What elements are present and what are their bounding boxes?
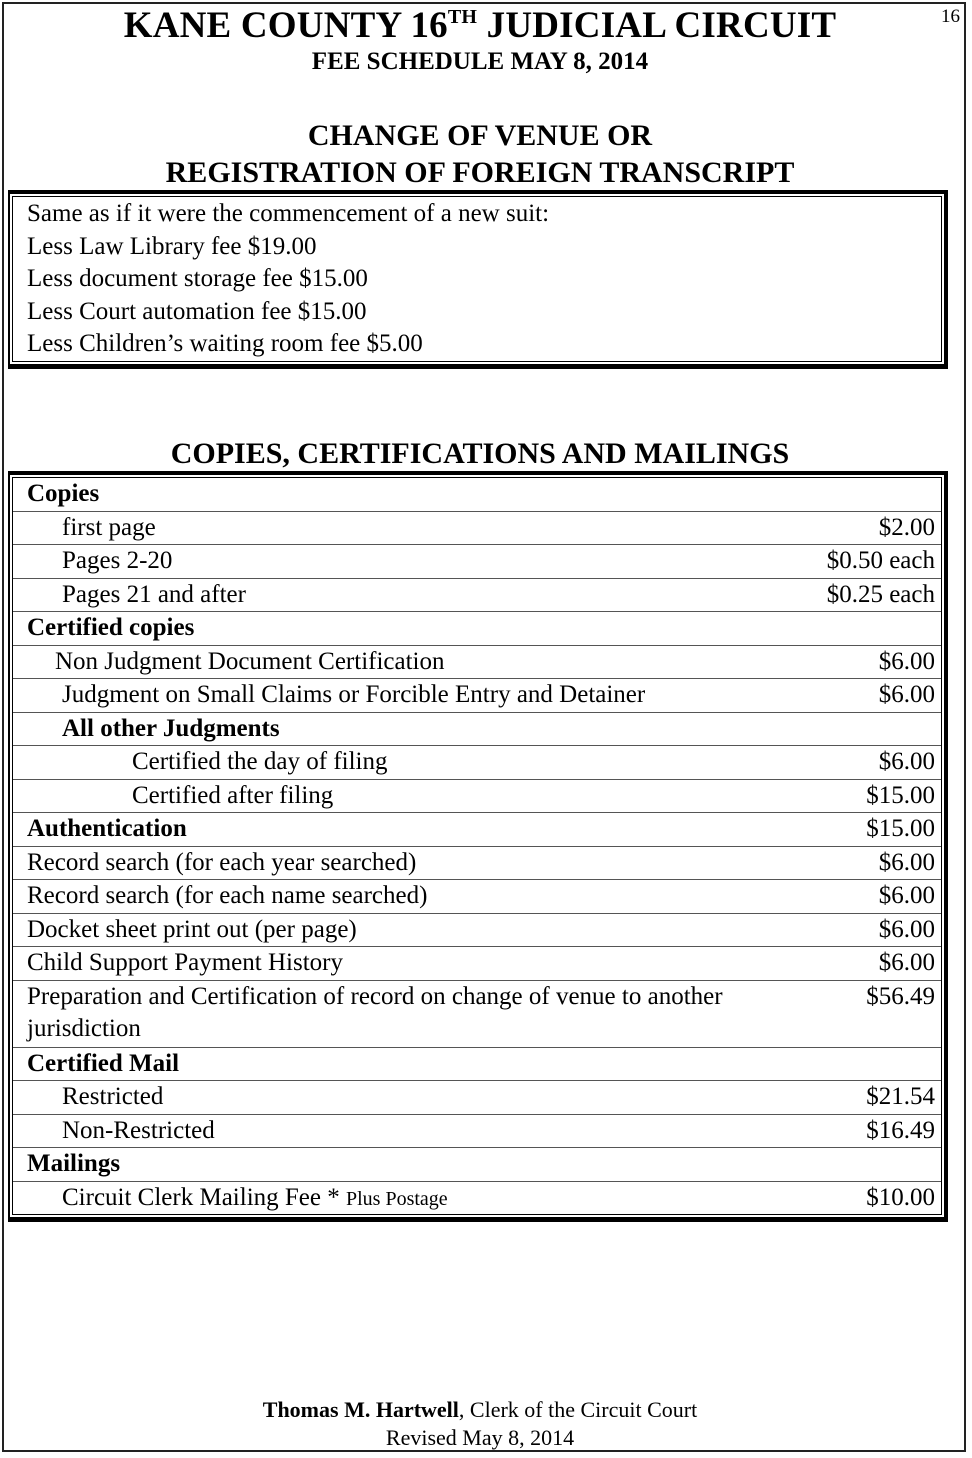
fee-row: Non-Restricted $16.49 [13, 1115, 941, 1149]
fee-row: Certified copies [13, 612, 941, 646]
fee-row: Docket sheet print out (per page) $6.00 [13, 914, 941, 948]
venue-line: Less document storage fee $15.00 [27, 265, 368, 292]
venue-heading-line1: CHANGE OF VENUE OR [307, 119, 653, 152]
venue-line: Less Children’s waiting room fee $5.00 [27, 330, 423, 357]
copies-heading: COPIES, CERTIFICATIONS AND MAILINGS [170, 437, 790, 470]
plus-postage-note: Plus Postage [345, 1187, 448, 1210]
page-number: 16 [941, 6, 960, 27]
venue-box [8, 190, 948, 369]
fee-row: first page $2.00 [13, 512, 941, 546]
fee-row: Record search (for each name searched) $6.00 [13, 880, 941, 914]
fee-row: Pages 2-20 $0.50 each [13, 545, 941, 579]
venue-line: Less Law Library fee $19.00 [27, 232, 317, 260]
fee-row: Certified after filing $15.00 [13, 780, 941, 814]
venue-line: Less Court automation fee $15.00 [27, 297, 367, 325]
fee-row: Pages 21 and after $0.25 each [13, 579, 941, 613]
fee-row: Non Judgment Document Certification $6.00 [13, 646, 941, 680]
title-superscript: TH [447, 6, 478, 28]
footer-revised: Revised May 8, 2014 [385, 1425, 575, 1450]
fee-row: All other Judgments [13, 713, 941, 747]
page-subtitle: FEE SCHEDULE MAY 8, 2014 [311, 48, 649, 75]
clerk-name: Thomas M. Hartwell [262, 1397, 459, 1422]
footer-signature [0, 1396, 960, 1424]
venue-heading-line2: REGISTRATION OF FOREIGN TRANSCRIPT [165, 156, 795, 189]
fee-row: Circuit Clerk Mailing Fee * Plus Postage $10.00 [62, 1183, 935, 1211]
fee-row: Certified the day of filing $6.00 [13, 746, 941, 780]
page-title: KANE COUNTY 16TH JUDICIAL CIRCUIT [123, 5, 837, 46]
clerk-title: , Clerk of the Circuit Court [458, 1397, 698, 1422]
fee-row: Judgment on Small Claims or Forcible Entry and Detainer $6.00 [13, 679, 941, 713]
venue-line: Same as if it were the commencement of a new suit: [27, 200, 550, 227]
fee-row: Child Support Payment History $6.00 [13, 947, 941, 981]
fee-row: Certified Mail [13, 1048, 941, 1082]
fee-row: Preparation and Certification of record on change of venue to another jurisdiction $56.49 [13, 981, 941, 1048]
fee-row: Copies [13, 478, 941, 512]
fee-row: Restricted $21.54 [13, 1081, 941, 1115]
fee-row: Mailings [13, 1148, 941, 1182]
fee-table [8, 471, 948, 1222]
fee-row: Record search (for each year searched) $6.00 [13, 847, 941, 881]
fee-row: Authentication $15.00 [13, 813, 941, 847]
